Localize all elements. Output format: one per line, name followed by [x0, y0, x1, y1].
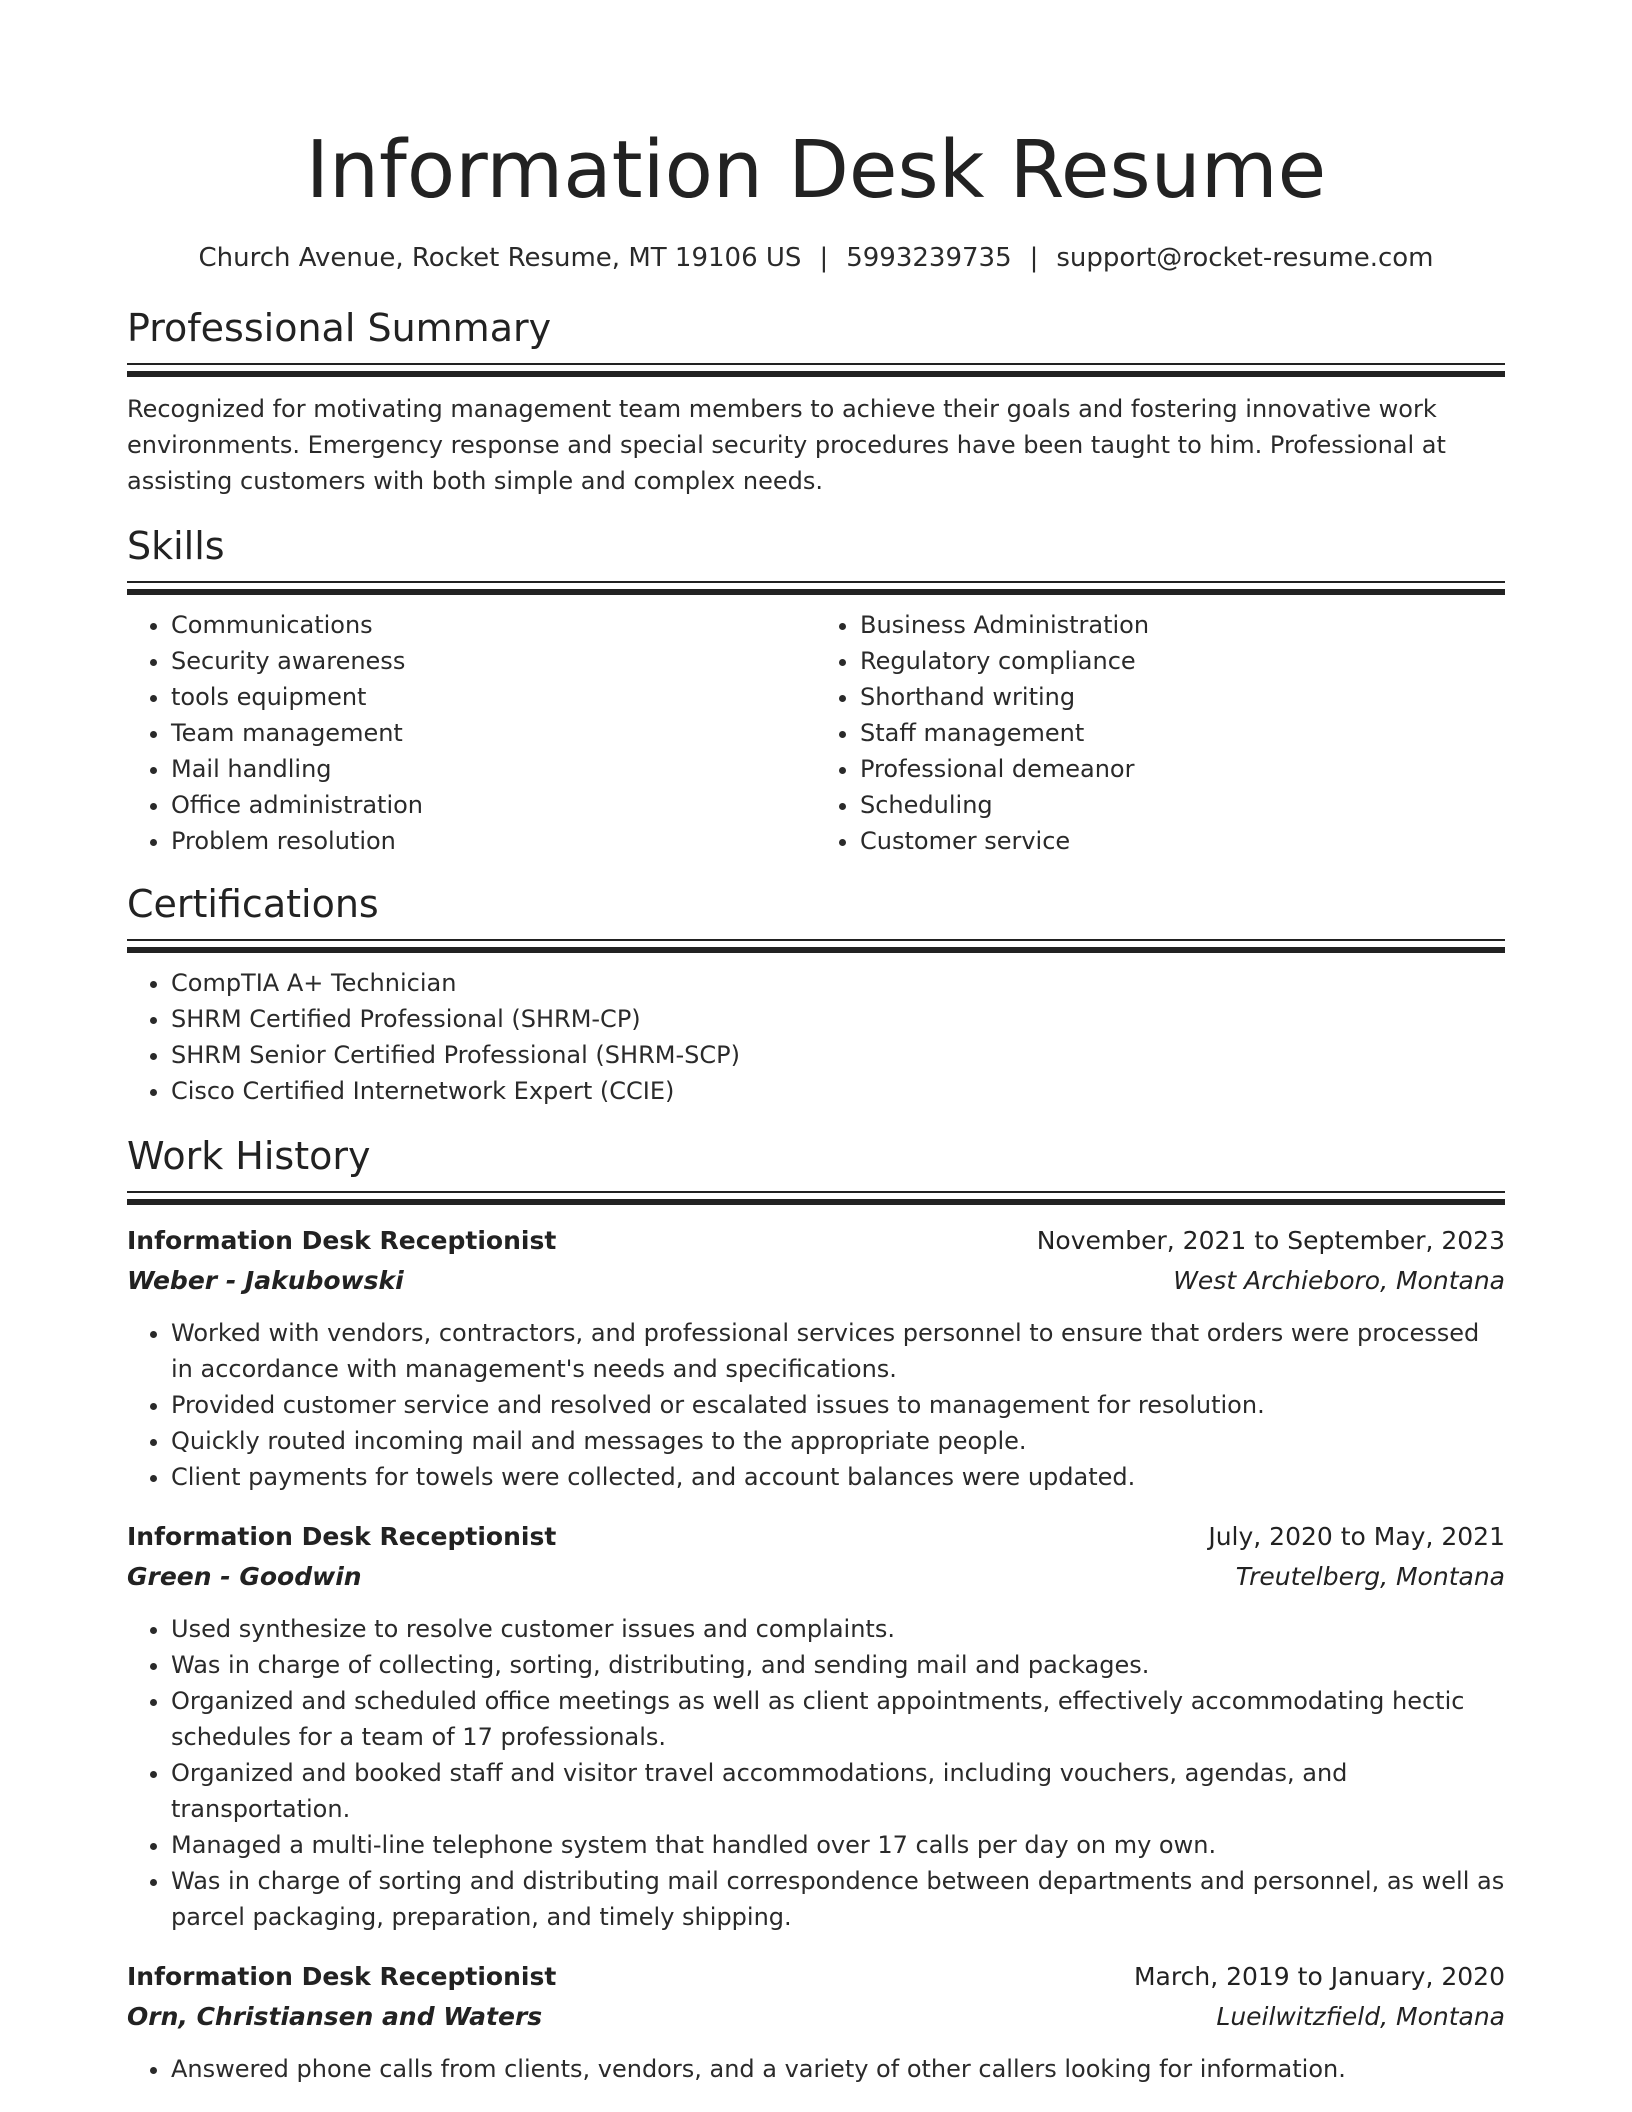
job-header — [127, 1517, 1505, 1557]
job-company: Green - Goodwin — [127, 1562, 362, 1591]
summary-text: Recognized for motivating management team members to achieve their goals and fostering innovative work environments. Emergency response and special security procedures have been taught to him. Professional at assisting customers with both simple and complex needs. — [127, 395, 1446, 495]
job-bullet: • Worked with vendors, contractors, and professional services personnel to ensure that orders were processed in accordance with management's needs and specifications. — [171, 1315, 1505, 1387]
section-divider-thick — [127, 947, 1505, 953]
job-company: Orn, Christiansen and Waters — [127, 2002, 543, 2031]
skill-item: • Office administration — [171, 787, 816, 823]
certification-item: • Cisco Certified Internetwork Expert (CCIE) — [171, 1073, 1505, 1109]
section-divider — [127, 1191, 1505, 1193]
certification-item: • CompTIA A+ Technician — [171, 965, 1505, 1001]
skill-item: • Team management — [171, 715, 816, 751]
contact-address: Church Avenue, Rocket Resume, MT 19106 US — [198, 243, 802, 273]
section-divider — [127, 363, 1505, 365]
section-title-skills: Skills — [127, 524, 225, 568]
job-bullet: • Used synthesize to resolve customer issues and complaints. — [171, 1611, 1505, 1647]
job-dates: March, 2019 to January, 2020 — [1133, 1962, 1505, 1991]
skill-item: • tools equipment — [171, 679, 816, 715]
contact-email[interactable]: support@rocket-resume.com — [1056, 243, 1434, 273]
job-bullet: • Answered phone calls from clients, vendors, and a variety of other callers looking for information. — [171, 2051, 1505, 2087]
section-divider-thick — [127, 1199, 1505, 1205]
section-divider-thick — [127, 371, 1505, 377]
skill-item: • Mail handling — [171, 751, 816, 787]
job-subheader — [127, 1261, 1505, 1301]
job-bullet: • Quickly routed incoming mail and messages to the appropriate people. — [171, 1423, 1505, 1459]
job-header — [127, 1957, 1505, 1997]
section-title-work-history: Work History — [127, 1134, 371, 1178]
section-title-certifications: Certifications — [127, 882, 379, 926]
contact-phone: 5993239735 — [846, 243, 1012, 273]
job-bullet: • Provided customer service and resolved or escalated issues to management for resolution. — [171, 1387, 1505, 1423]
skill-item: • Staff management — [860, 715, 1505, 751]
skills-grid — [127, 607, 1505, 859]
skill-item: • Customer service — [860, 823, 1505, 859]
certifications-section — [127, 879, 1505, 1109]
job-bullet: • Managed a multi-line telephone system that handled over 17 calls per day on my own. — [171, 1827, 1505, 1863]
job-title: Information Desk Receptionist — [127, 1522, 557, 1551]
job-bullet: • Was in charge of collecting, sorting, distributing, and sending mail and packages. — [171, 1647, 1505, 1683]
job-dates: November, 2021 to September, 2023 — [1036, 1226, 1505, 1255]
skill-item: • Scheduling — [860, 787, 1505, 823]
job-entry — [127, 1957, 1505, 2087]
job-bullets — [127, 1315, 1505, 1495]
skill-item: • Regulatory compliance — [860, 643, 1505, 679]
work-history-section — [127, 1131, 1505, 2087]
job-subheader — [127, 1557, 1505, 1597]
job-title: Information Desk Receptionist — [127, 1962, 557, 1991]
job-entry — [127, 1517, 1505, 1935]
job-entry — [127, 1221, 1505, 1495]
job-company: Weber - Jakubowski — [127, 1266, 404, 1295]
section-divider — [127, 581, 1505, 583]
skill-item: • Shorthand writing — [860, 679, 1505, 715]
skills-list-left — [127, 607, 816, 859]
contact-separator: | — [819, 243, 829, 273]
skill-item: • Security awareness — [171, 643, 816, 679]
job-bullet: • Was in charge of sorting and distributing mail correspondence between departments and personnel, as well as parcel packaging, preparation, and timely shipping. — [171, 1863, 1505, 1935]
skills-list-right — [816, 607, 1505, 859]
skill-item: • Communications — [171, 607, 816, 643]
job-location: Lueilwitzfield, Montana — [1216, 2002, 1505, 2031]
job-location: Treutelberg, Montana — [1235, 1562, 1505, 1591]
job-bullets — [127, 1611, 1505, 1935]
certification-item: • SHRM Certified Professional (SHRM-CP) — [171, 1001, 1505, 1037]
job-header — [127, 1221, 1505, 1261]
section-divider — [127, 939, 1505, 941]
certification-item: • SHRM Senior Certified Professional (SHRM-SCP) — [171, 1037, 1505, 1073]
job-dates: July, 2020 to May, 2021 — [1208, 1522, 1505, 1551]
job-title: Information Desk Receptionist — [127, 1226, 557, 1255]
job-bullet: • Organized and scheduled office meetings as well as client appointments, effectively accommodating hectic schedules for a team of 17 professionals. — [171, 1683, 1505, 1755]
summary-section — [127, 303, 1505, 499]
page-title: Information Desk Resume — [305, 124, 1327, 216]
section-divider-thick — [127, 589, 1505, 595]
job-bullet: • Organized and booked staff and visitor travel accommodations, including vouchers, agendas, and transportation. — [171, 1755, 1505, 1827]
skill-item: • Business Administration — [860, 607, 1505, 643]
contact-separator: | — [1029, 243, 1039, 273]
contact-line — [127, 240, 1505, 276]
job-location: West Archieboro, Montana — [1173, 1266, 1505, 1295]
job-bullets — [127, 2051, 1505, 2087]
skill-item: • Professional demeanor — [860, 751, 1505, 787]
section-title-summary: Professional Summary — [127, 306, 552, 350]
certifications-list — [127, 965, 1505, 1109]
skill-item: • Problem resolution — [171, 823, 816, 859]
job-subheader — [127, 1997, 1505, 2037]
skills-section — [127, 521, 1505, 859]
job-bullet: • Client payments for towels were collected, and account balances were updated. — [171, 1459, 1505, 1495]
